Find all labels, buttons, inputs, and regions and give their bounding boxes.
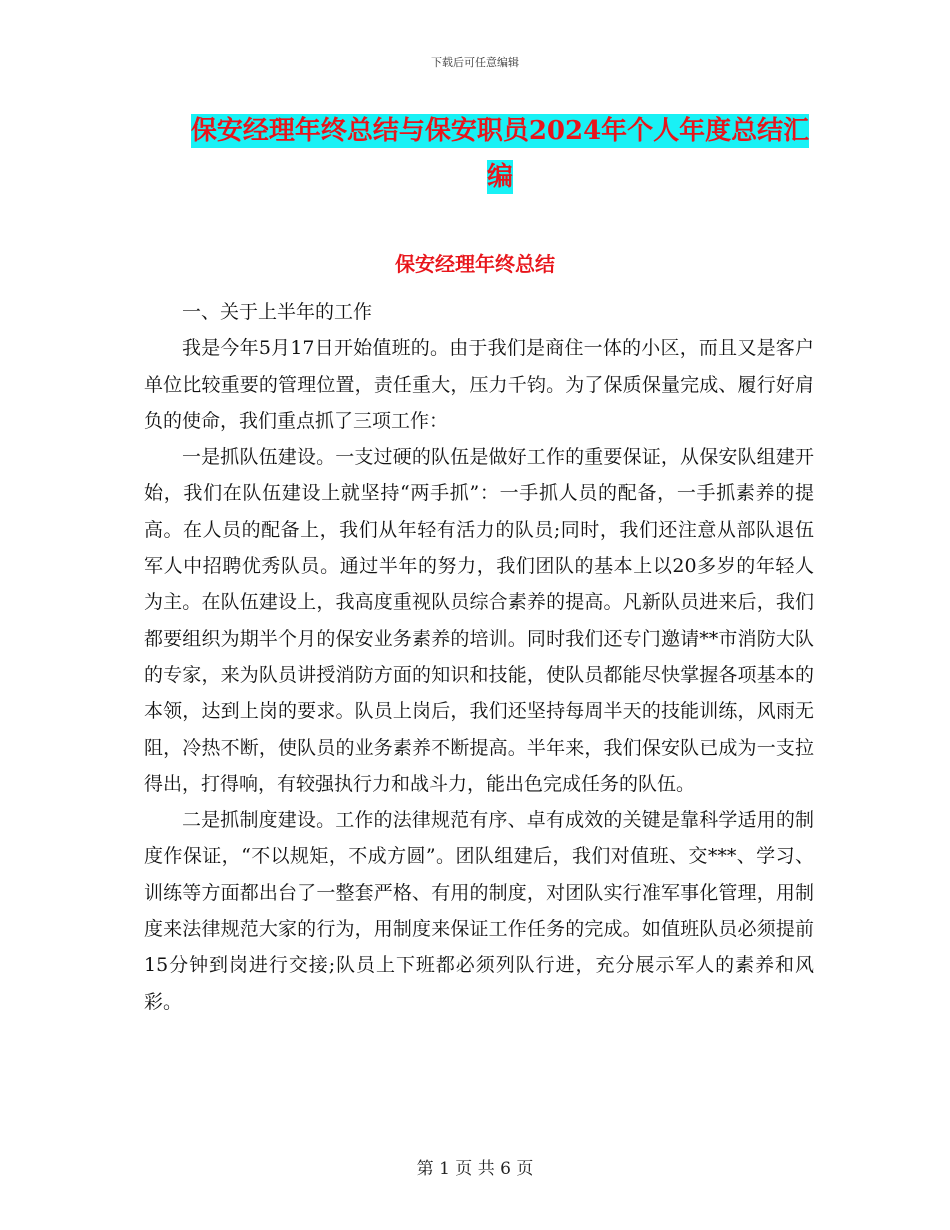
section-title: 保安经理年终总结 [395,252,555,276]
body-text [144,294,814,1020]
paragraph-team-building: 一是抓队伍建设。一支过硬的队伍是做好工作的重要保证，从保安队组建开始，我们在队伍建设上就坚持“两手抓”：一手抓人员的配备，一手抓素养的提高。在人员的配备上，我们从年轻有活力的队员;同时，我们还注意从部队退伍军人中招聘优秀队员。通过半年的努力，我们团队的基本上以20多岁的年轻人为主。在队伍建设上，我高度重视队员综合素养的提高。凡新队员进来后，我们都要组织为期半个月的保安业务素养的培训。同时我们还专门邀请**市消防大队的专家，来为队员讲授消防方面的知识和技能，使队员都能尽快掌握各项基本的本领，达到上岗的要求。队员上岗后，我们还坚持每周半天的技能训练，风雨无阻，冷热不断，使队员的业务素养不断提高。半年来，我们保安队已成为一支拉得出，打得响，有较强执行力和战斗力，能出色完成任务的队伍。 [144,446,814,795]
page-header-note: 下载后可任意编辑 [431,56,519,69]
document-title-line-2: 编 [486,162,513,192]
paragraph-intro: 我是今年5月17日开始值班的。由于我们是商住一体的小区，而且又是客户单位比较重要的管理位置，责任重大，压力千钧。为了保质保量完成、履行好肩负的使命，我们重点抓了三项工作： [144,337,814,432]
document-title-line-1: 保安经理年终总结与保安职员2024年个人年度总结汇 [190,116,810,146]
paragraph-system-building: 二是抓制度建设。工作的法律规范有序、卓有成效的关键是靠科学适用的制度作保证，“不以规矩，不成方圆”。团队组建后，我们对值班、交***、学习、训练等方面都出台了一整套严格、有用的制度，对团队实行准军事化管理，用制度来法律规范大家的行为，用制度来保证工作任务的完成。如值班队员必须提前15分钟到岗进行交接;队员上下班都必须列队行进，充分展示军人的素养和风彩。 [144,809,814,1013]
page-footer-page-number: 第 1 页 共 6 页 [416,1159,534,1179]
paragraph-heading-first-half: 一、关于上半年的工作 [182,301,373,323]
document-title [140,108,860,200]
